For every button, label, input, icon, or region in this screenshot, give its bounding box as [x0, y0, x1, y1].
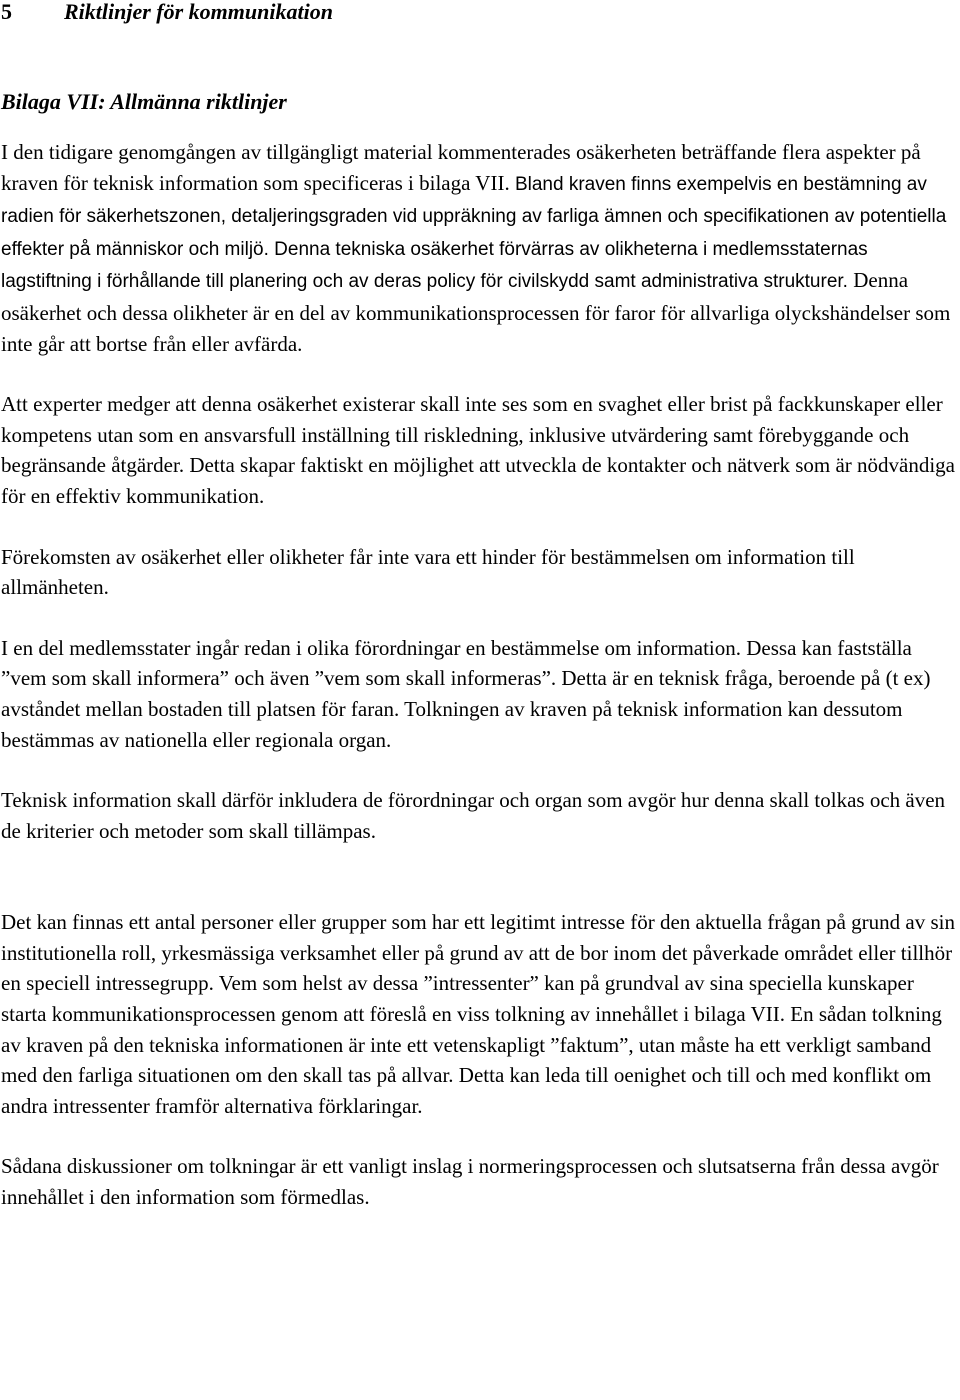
appendix-heading: Bilaga VII: Allmänna riktlinjer — [1, 89, 287, 114]
paragraph-uncertainty-conclusion: Denna osäkerhet och dessa olikheter är en del av kommunikationsprocessen för faror för allvarliga olyckshändelser som inte går att bortse från eller avfärda. — [1, 268, 951, 356]
paragraph-discussions: Sådana diskussioner om tolkningar är ett vanligt inslag i normeringsprocessen och slutsatserna från dessa avgör innehållet i den information som förmedlas. — [1, 1154, 939, 1210]
paragraph-public-information: Förekomsten av osäkerhet eller olikheter får inte vara ett hinder för bestämmelsen om information till allmänheten. — [1, 544, 855, 600]
paragraph-stakeholders: Det kan finnas ett antal personer eller grupper som har ett legitimt intresse för den aktuella frågan på grund av sin institutionella roll, yrkesmässiga verksamhet eller på grund av att de bor inom det påverkade området eller tillhör en speciell intressegrupp. Vem som helst av dessa ”intressenter” kan på grundval av sina speciella kunskaper starta kommunikationsprocessen genom att föreslå en viss tolkning av innehållet i bilaga VII. En sådan tolkning av kraven på den tekniska informationen är inte ett vetenskapligt ”faktum”, utan måste ha ett verkligt samband med den farliga situationen om den skall tas på allvar. Detta kan leda till oenighet och till och med konflikt om andra intressenter framför alternativa förklaringar. — [1, 910, 956, 1118]
section-title: Riktlinjer för kommunikation — [64, 0, 333, 24]
paragraph-uncertainty — [1, 137, 959, 359]
paragraph-member-states: I en del medlemsstater ingår redan i olika förordningar en bestämmelse om information. Dessa kan fastställa ”vem som skall informera” och även ”vem som skall informeras”. Detta är en teknisk fråga, beroende på (t ex) avståndet mellan bostaden till platsen för faran. Tolkningen av kraven på teknisk information kan dessutom bestämmas av nationella eller regionala organ. — [1, 635, 931, 752]
paragraph-technical-information: Teknisk information skall därför inkludera de förordningar och organ som avgör hur denna skall tolkas och även de kriterier och metoder som skall tillämpas. — [1, 788, 946, 843]
paragraph-uncertainty-examples: Bland kraven finns exempelvis en bestämning av radien för säkerhetszonen, detaljeringsgraden vid uppräkning av farliga ämnen och specifikationen av potentiella effekter på människor och miljö. Denna tekniska osäkerhet förvärras av olikheterna i medlemsstaternas lagstiftning i förhållande till planering och av deras policy för civilskydd samt administrativa strukturer. — [1, 173, 947, 293]
paragraph-expert-acknowledgement: Att experter medger att denna osäkerhet existerar skall inte ses som en svaghet eller brist på fackkunskaper eller kompetens utan som en ansvarsfull inställning till riskledning, inklusive utvärdering samt förebyggande och begränsande åtgärder. Detta skapar faktiskt en möjlighet att utveckla de kontakter och nätverk som är nödvändiga för en effektiv kommunikation. — [1, 392, 955, 508]
section-number: 5 — [1, 0, 12, 24]
paragraph-uncertainty-intro: I den tidigare genomgången av tillgängligt material kommenterades osäkerheten beträffande flera aspekter på kraven för teknisk information som specificeras i bilaga VII. — [1, 140, 921, 195]
section-heading — [1, 0, 958, 24]
